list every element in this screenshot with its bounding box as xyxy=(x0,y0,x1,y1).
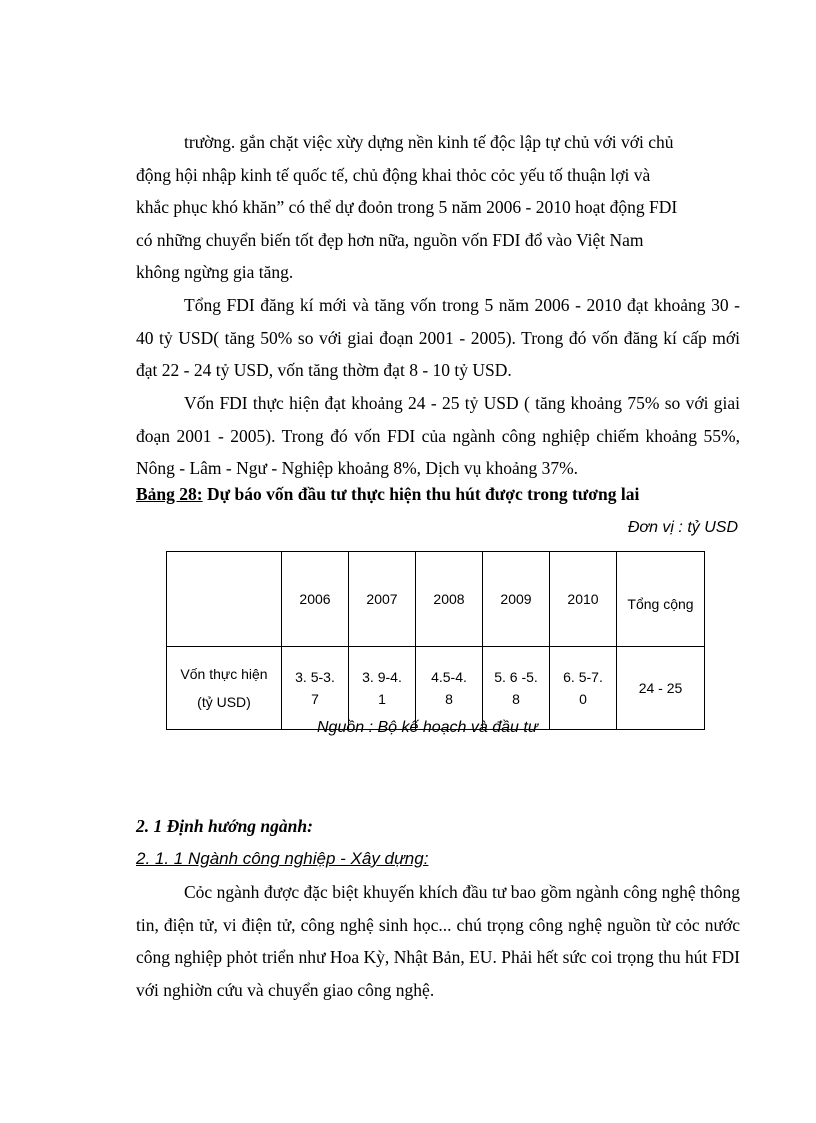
table-caption xyxy=(136,484,639,505)
year-header: 2008 xyxy=(416,552,483,647)
table-caption-label: Bảng 28: xyxy=(136,484,203,504)
total-header: Tổng cộng xyxy=(617,552,705,647)
paragraph-4-text: Cỏc ngành được đặc biệt khuyến khích đầu tư bao gồm ngành công nghệ thông tin, điện tử, vi điện tử, công nghệ sinh học... chú trọng công nghệ nguồn từ cỏc nước công nghiệp phỏt triển như Hoa Kỳ, Nhật Bản, EU. Phải hết sức coi trọng thu hút FDI với nghiờn cứu và chuyển giao công nghệ. xyxy=(136,882,740,1000)
paragraph-1-line: khắc phục khó khăn” có thể dự đoỏn trong 5 năm 2006 - 2010 hoạt động FDI xyxy=(136,197,678,217)
paragraph-4 xyxy=(136,876,740,1006)
value-cell xyxy=(550,647,617,730)
paragraph-3-text: Vốn FDI thực hiện đạt khoảng 24 - 25 tỷ USD ( tăng khoảng 75% so với giai đoạn 2001 - 2005). Trong đó vốn FDI của ngành công nghiệp chiếm khoảng 55%, Nông - Lâm - Ngư - Nghiệp khoảng 8%, Dịch vụ khoảng 37%. xyxy=(136,393,740,478)
paragraph-1-line: trường. gắn chặt việc xừy dựng nền kinh tế độc lập tự chủ với với chủ xyxy=(184,132,674,152)
row-label-line1: Vốn thực hiện xyxy=(180,666,268,682)
year-header: 2007 xyxy=(349,552,416,647)
table-corner-cell xyxy=(167,552,282,647)
row-label-cell xyxy=(167,647,282,730)
value-cell xyxy=(416,647,483,730)
forecast-table xyxy=(166,551,705,730)
value-text: 4.5-4. 8 xyxy=(431,669,467,707)
value-text: 6. 5-7. 0 xyxy=(563,669,603,707)
table-source: Nguồn : Bộ kế hoạch và đầu tư xyxy=(317,719,538,736)
value-cell xyxy=(282,647,349,730)
table-header-row xyxy=(167,552,705,647)
subsection-heading: 2. 1. 1 Ngành công nghiệp - Xây dựng: xyxy=(136,849,429,868)
value-text: 3. 9-4. 1 xyxy=(362,669,402,707)
value-text: 5. 6 -5. 8 xyxy=(494,669,538,707)
section-heading: 2. 1 Định hướng ngành: xyxy=(136,816,313,836)
total-value-cell: 24 - 25 xyxy=(617,647,705,730)
value-cell xyxy=(349,647,416,730)
value-text: 3. 5-3. 7 xyxy=(295,669,335,707)
row-label-line2: (tỷ USD) xyxy=(197,694,251,710)
year-header: 2010 xyxy=(550,552,617,647)
paragraph-1 xyxy=(136,126,740,289)
year-header: 2009 xyxy=(483,552,550,647)
paragraph-3 xyxy=(136,387,740,485)
year-header: 2006 xyxy=(282,552,349,647)
paragraph-1-line: động hội nhập kinh tế quốc tế, chủ động khai thỏc cỏc yếu tố thuận lợi và xyxy=(136,164,651,185)
paragraph-1-line: không ngừng gia tăng. xyxy=(136,262,294,282)
paragraph-1-line: có những chuyển biến tốt đẹp hơn nữa, nguồn vốn FDI đổ vào Việt Nam xyxy=(136,229,644,250)
value-cell xyxy=(483,647,550,730)
paragraph-2 xyxy=(136,289,740,387)
table-data-row xyxy=(167,647,705,730)
table-caption-text: Dự báo vốn đầu tư thực hiện thu hút được trong tương lai xyxy=(202,484,640,504)
table-unit: Đơn vị : tỷ USD xyxy=(627,519,738,536)
paragraph-2-text: Tổng FDI đăng kí mới và tăng vốn trong 5 năm 2006 - 2010 đạt khoảng 30 - 40 tỷ USD( tăng 50% so với giai đoạn 2001 - 2005). Trong đó vốn đăng kí cấp mới đạt 22 - 24 tỷ USD, vốn tăng thờm đạt 8 - 10 tỷ USD. xyxy=(136,295,740,380)
